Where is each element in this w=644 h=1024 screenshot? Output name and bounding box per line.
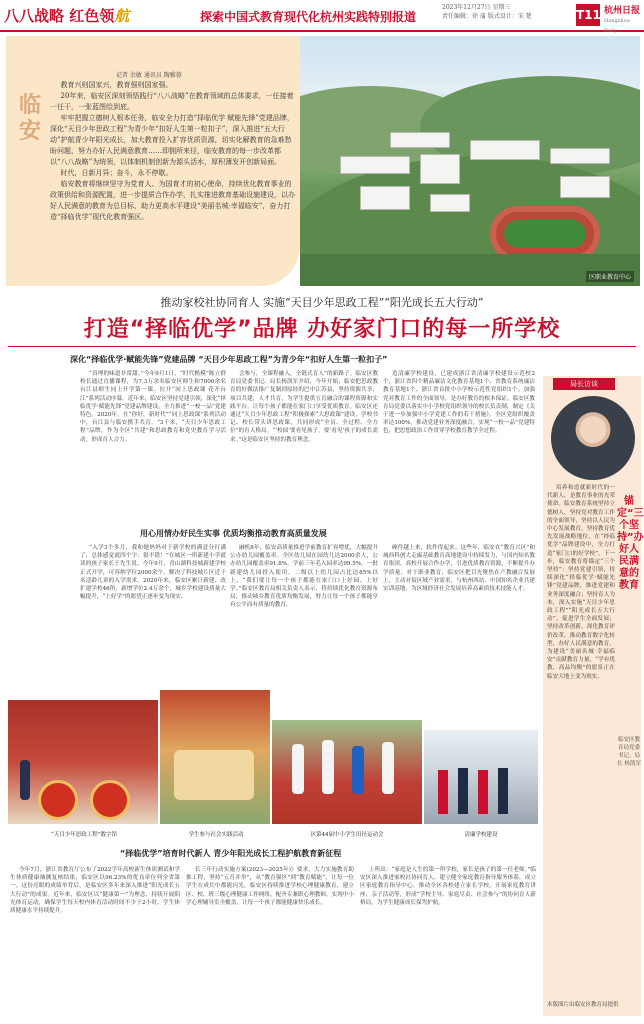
director-interview-sidebar bbox=[543, 376, 644, 1016]
masthead bbox=[0, 0, 644, 32]
interview-title: 锚定“三个坚持”办好人民满意的教育 bbox=[617, 496, 644, 591]
photo-caption-2: 学生参与社会实践活动 bbox=[188, 832, 244, 838]
reporter-byline: 记者 余敏 通讯员 陶雅蓉 bbox=[116, 72, 182, 79]
headline-kicker: 推动家校社协同育人 实施“天目少年思政工程”“阳光成长五大行动” bbox=[160, 296, 484, 309]
section1-col2: 会参与，全课程融入，全链式育人”的新路子。临安区教育局党委书记、局长杨凯军介绍，今年开始，临安把思政教育的好做法推广复制到原经的巴中江苏县，坚持资源共享，项目共建，人才共育。为学生提供五育融合的课程资源和实践平台，让每个孩子都能在家门口享受优质教育。临安区还通过“天目少年思政工程”积极探索“大思政课”建设，学校书记、校长带头讲思政课，共同形成“全员、全过程、全方位”的育人格局。“‘校园’要看见孩子，要‘看见’孩子的成长需求。”这是临安区坚持的教育理念。 bbox=[230, 371, 378, 443]
page-number: T11 bbox=[576, 4, 600, 26]
vertical-label: 临安 bbox=[18, 92, 41, 144]
intro-paragraph: 20年来，临安区深刻领悟践行“八八战略”在教育领域的总体要求，一任接着一任干，一张蓝图绘到底。 bbox=[50, 92, 294, 111]
editors-line: 责任编辑：徐 蒲 版式设计：宋 楚 bbox=[442, 13, 532, 20]
section2-col2: 融机8年，临安高质量推进学前教育扩容增优，大幅提升公办幼儿园覆盖率。全区幼儿园在园幼儿达2000余人，公办幼儿园覆盖率91.8%，学前三年毛入园率达99.5%。一批新建幼儿园投入使用，二级以上幼儿园占比达85%以上。“我们要让每一个孩子都能在家门口上好园、上好学。”临安区教育局相关负责人表示，将持续优化教育资源布局，推动城乡教育优质均衡发展，努力让每一个孩子都能享有公平而有质量的教育。 bbox=[230, 545, 378, 609]
intro-paragraph: 牢牢把握立德树人根本任务，临安全力打造“择临优学 赋能先锋”党建品牌，深化“天目少年思政工程”为青少年“扣好人生第一粒扣子”，深入推进“五大行动”护航青少年阳光成长，加大教育投入扩容优质资源，切实化解教育的急难愁盼问题，努力办好人民满意教育……即拥所来径，临安教育的每一步改革都以“八八战略”为统领，以体制机制创新为源头活水，厚积薄发开创新局面。 bbox=[50, 114, 294, 166]
image-source-note: 本版图片由临安区教育局提供 bbox=[547, 1002, 619, 1008]
section1-heading: 深化“择临优学·赋能先锋”党建品牌 “天目少年思政工程”为青少年“扣好人生第一粒扣子” bbox=[70, 355, 388, 364]
photo-caption-4: 清廉学校建设 bbox=[464, 832, 498, 838]
interview-byline: 临安区教育局党委书记、局长 杨凯军 bbox=[617, 737, 641, 767]
section-subtitle: 探索中国式教育现代化杭州实践特别报道 bbox=[200, 10, 417, 24]
intro-text bbox=[50, 80, 298, 223]
director-portrait bbox=[551, 396, 635, 480]
social-practice-photo bbox=[160, 690, 270, 824]
issue-date: 2023年12月27日 星期三 bbox=[442, 4, 511, 11]
headline-rule bbox=[8, 346, 636, 347]
section3-col1: 今年7月，浙江省教育厅公布了2022学年高校新生体质测试和学生体质健康抽测复核结果，临安区以96.23%的优良率位列全省第一。这份亮眼的成绩单背后，是临安区多年来深入推进“阳光成长五大行动”的成果。近年来，临安区以“健康第一”为理念，持续开展阳光体育运动，确保学生每天校内体育活动时间不少于2小时，学生体质健康水平持续提升。 bbox=[10, 867, 180, 915]
campus-aerial-photo bbox=[300, 36, 640, 286]
intro-paragraph: 时代，日新月异；奋斗，永不停歇。 bbox=[60, 169, 173, 177]
section2-heading: 用心用情办好民生实事 优质均衡推动教育高质量发展 bbox=[140, 529, 327, 538]
clean-school-photo bbox=[424, 730, 538, 824]
section1-col3: 造清廉学校建设，已建成浙江省清廉学校建设示范校2个，浙江省四个精品廉洁文化教育基地1个、省教育系统廉洁教育基地1个、浙江省首批中小学校示范性党组织1个。加强党对教育工作的全面领导，是办好教育的根本保证。临安区教育局党委以落实中小学校党组织领导的校长负责制，制定《关于进一步加强中小学党建工作的若干措施》，全区党组织覆盖率达100%，推动党建业务深度融合，实现“一校一品”党建特色，把思想政治工作贯穿学校教育教学全过程。 bbox=[383, 371, 535, 435]
section2-col3: 硬件越上来，软件得起来。这些年，临安在“教育兴区”和城西科创大走廊基础教育高地建设中持续发力，与国内知名教育集团、高校开展合作办学，引进优质教育资源，不断提升办学质量。对于职业教育，临安区把目光聚焦在产教融合发展上，主动对接区域产业需求，与杭州西站、中国知名企业共建实训基地，为区域经济社会发展培养高素质技术技能人才。 bbox=[383, 545, 535, 593]
issue-meta bbox=[442, 3, 532, 21]
section3-heading: “择临优学”培育时代新人 青少年阳光成长工程护航教育新征程 bbox=[120, 849, 342, 858]
section-title: 八八战略 红色领航 bbox=[4, 7, 130, 25]
intro-panel bbox=[6, 36, 300, 286]
interview-text: 培养和造就新时代的一代新人，是教育事业的光荣使命。临安教育系统坚持立德树人，坚持党对教育工作的全面领导，坚持以人民为中心发展教育，坚持教育优先发展战略地位，在“择临优学”品牌建设中，全力打造“家门口的好学校”。下一步，临安教育将锚定“三个坚持”：坚持党建引领，持续深化“择临优学·赋能先锋”党建品牌，推进党建和业务深度融合；坚持育人为本，深入实施“天目少年思政工程”“阳光成长五大行动”，促进学生全面发展；坚持改革创新，深化教育评价改革，推动教育数字化转型，办好人民满意的教育，为建设“美丽名城·幸福临安”贡献教育力量。“学有优教、高品均衡”的愿景正在临安大地上变为现实。 bbox=[547, 485, 615, 680]
section3-col2: 长三年行动实施方案(2023—2025年)》要求，大力实施教育助推工程，坚持“五育并举”，从“教育强区”到“教育赋能”，让每一位学生在成长中都能闪光。临安区持续推进学校心理健康教育，建立区、校、班三级心理健康工作网络，配齐专兼职心理教师，实现中小学心理辅导室全覆盖，让每一个孩子都能健康快乐成长。 bbox=[186, 867, 354, 906]
paper-logo: 杭州日报 Hangzhou Daily bbox=[604, 6, 641, 34]
track-meet-photo bbox=[272, 720, 422, 824]
section1-col1: “真理的味道非常甜。”今年9月1日，“时代楷模”陈立群校长通过直播课程，为7.3万余名临安区师生和7000余名台江县师生同上开学第一课。拉开“同上思政课 花开台江”系列活动序幕。近年来，临安区坚持党建引领，深化“择临优学·赋能先锋”党建品牌建设，全力推进“一校一品”党建特色。2020年，在“你好，新时代”“同上思政课”系列活动中，台江县与临安携手共育。“3千米，“天目少年思政工程”品牌，作为全区“共建”和思政教育和党史教育学习活动，形成育人合力。 bbox=[80, 371, 226, 443]
main-headline: 打造“择临优学”品牌 办好家门口的每一所学校 bbox=[83, 317, 561, 342]
photo-caption-3: 区第44届中小学生田径运动会 bbox=[310, 832, 384, 838]
intro-paragraph: 教育兴则国家兴，教育强则国家强。 bbox=[60, 81, 173, 89]
interview-tag: 局长访谈 bbox=[553, 378, 615, 390]
digital-hall-photo bbox=[8, 700, 158, 824]
section3-col3: 上所出：“家庭是人生的第一所学校，家长是孩子的第一任老师。”临安区深入推进家校社协同育人，建立健全家庭教育指导服务体系，成立区家庭教育指导中心，推动全区各校建立家长学校，开展家庭教育讲座、亲子活动等，形成“学校主导、家庭尽责、社会参与”的协同育人新格局，为学生健康成长保驾护航。 bbox=[360, 867, 536, 906]
photo-caption: 区职业教育中心 bbox=[586, 271, 634, 282]
photo-caption-1: “天目少年思政工程”数字馆 bbox=[50, 832, 118, 838]
intro-paragraph: 临安教育将继续坚守为党育人、为国育才的初心使命，持续优化教育事业的政策供给和资源配置，进一步提质合作办学，扎实推进教育基础设施建设，以办好人民满意的教育为总目标，助力更高水平建设“美丽名城·幸福临安”，奋力打造“择临优学”现代化教育强区。 bbox=[50, 180, 295, 221]
section2-col1: “入学3个多月，我和她妈妈对于新学校的满意分打满了，总体感觉就四个字：很不错！”在城区一所新建小学就读的孩子家长王先生说。今年9月，青山湖科技城新建学校正式开学，可容纳学位2000余个，解决了科技城片区近千名适龄儿童的入学需求。2020年来，临安区累计新建、改扩建学校46所，新增学位2.4万余个，城乡学校建设质量大幅提升，“上好学”的愿望正逐步变为现实。 bbox=[80, 545, 226, 601]
